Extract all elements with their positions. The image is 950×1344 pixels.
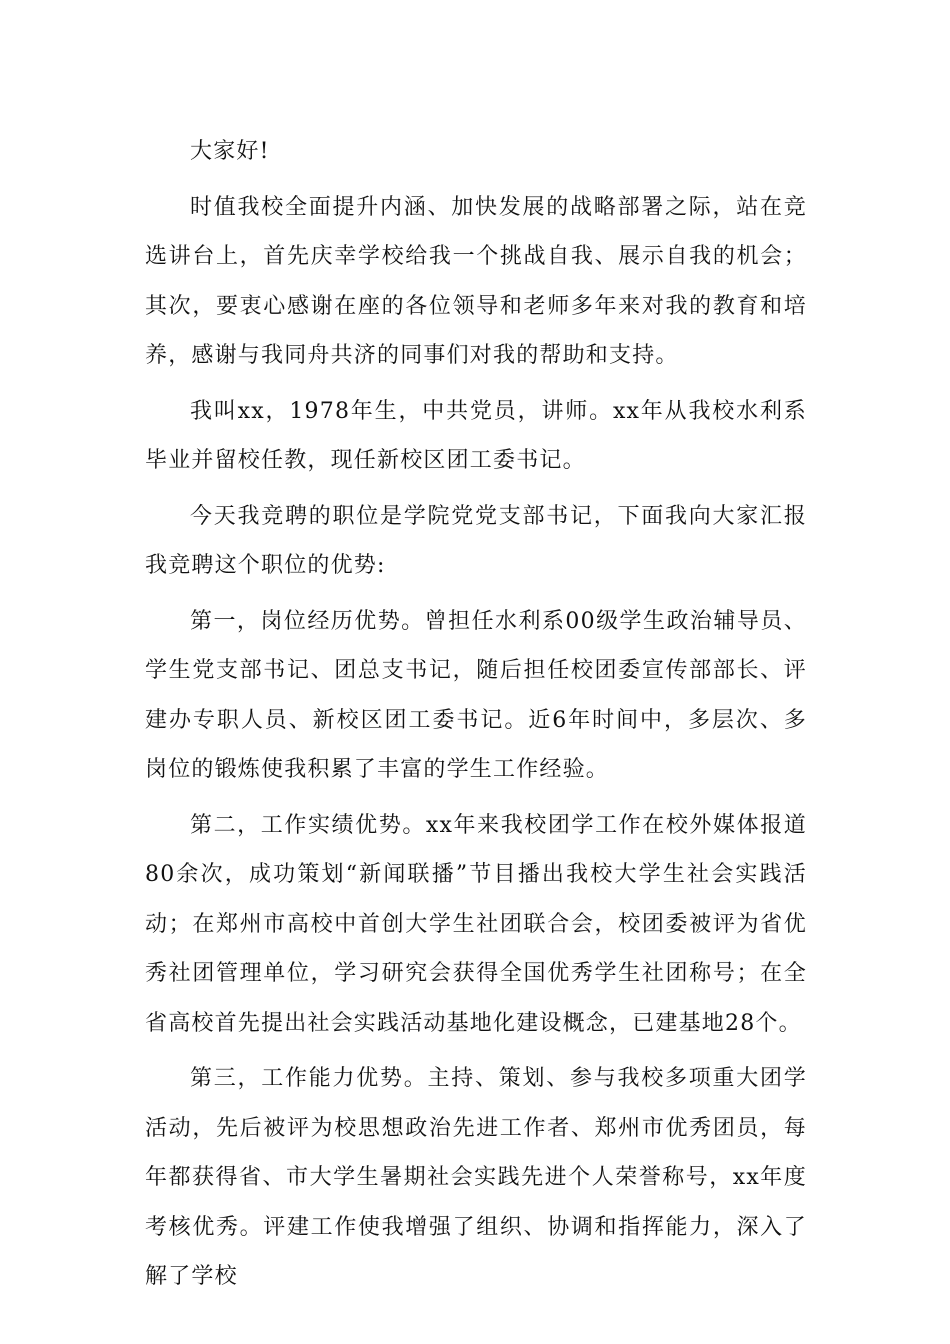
- paragraph-opening: 时值我校全面提升内涵、加快发展的战略部署之际，站在竞选讲台上，首先庆幸学校给我一个挑战自我、展示自我的机会；其次，要衷心感谢在座的各位领导和老师多年来对我的教育和培养，感谢与我同舟共济的同事们对我的帮助和支持。: [145, 194, 807, 368]
- paragraph-self-introduction: 我叫xx，1978年生，中共党员，讲师。xx年从我校水利系毕业并留校任教，现任新校区团工委书记。: [145, 398, 807, 473]
- paragraph-position: 今天我竞聘的职位是学院党党支部书记，下面我向大家汇报我竞聘这个职位的优势:: [145, 503, 807, 578]
- document-body: [145, 127, 807, 1308]
- paragraph-greeting: 大家好!: [190, 139, 270, 164]
- paragraph-advantage-1: 第一，岗位经历优势。曾担任水利系00级学生政治辅导员、学生党支部书记、团总支书记，随后担任校团委宣传部部长、评建办专职人员、新校区团工委书记。近6年时间中，多层次、多岗位的锻炼使我积累了丰富的学生工作经验。: [145, 608, 807, 782]
- paragraph-advantage-3: 第三，工作能力优势。主持、策划、参与我校多项重大团学活动，先后被评为校思想政治先进工作者、郑州市优秀团员，每年都获得省、市大学生暑期社会实践先进个人荣誉称号，xx年度考核优秀。评建工作使我增强了组织、协调和指挥能力，深入了解了学校: [145, 1066, 807, 1289]
- paragraph-advantage-2: 第二，工作实绩优势。xx年来我校团学工作在校外媒体报道80余次，成功策划“新闻联播”节目播出我校大学生社会实践活动；在郑州市高校中首创大学生社团联合会，校团委被评为省优秀社团管理单位，学习研究会获得全国优秀学生社团称号；在全省高校首先提出社会实践活动基地化建设概念，已建基地28个。: [145, 812, 807, 1036]
